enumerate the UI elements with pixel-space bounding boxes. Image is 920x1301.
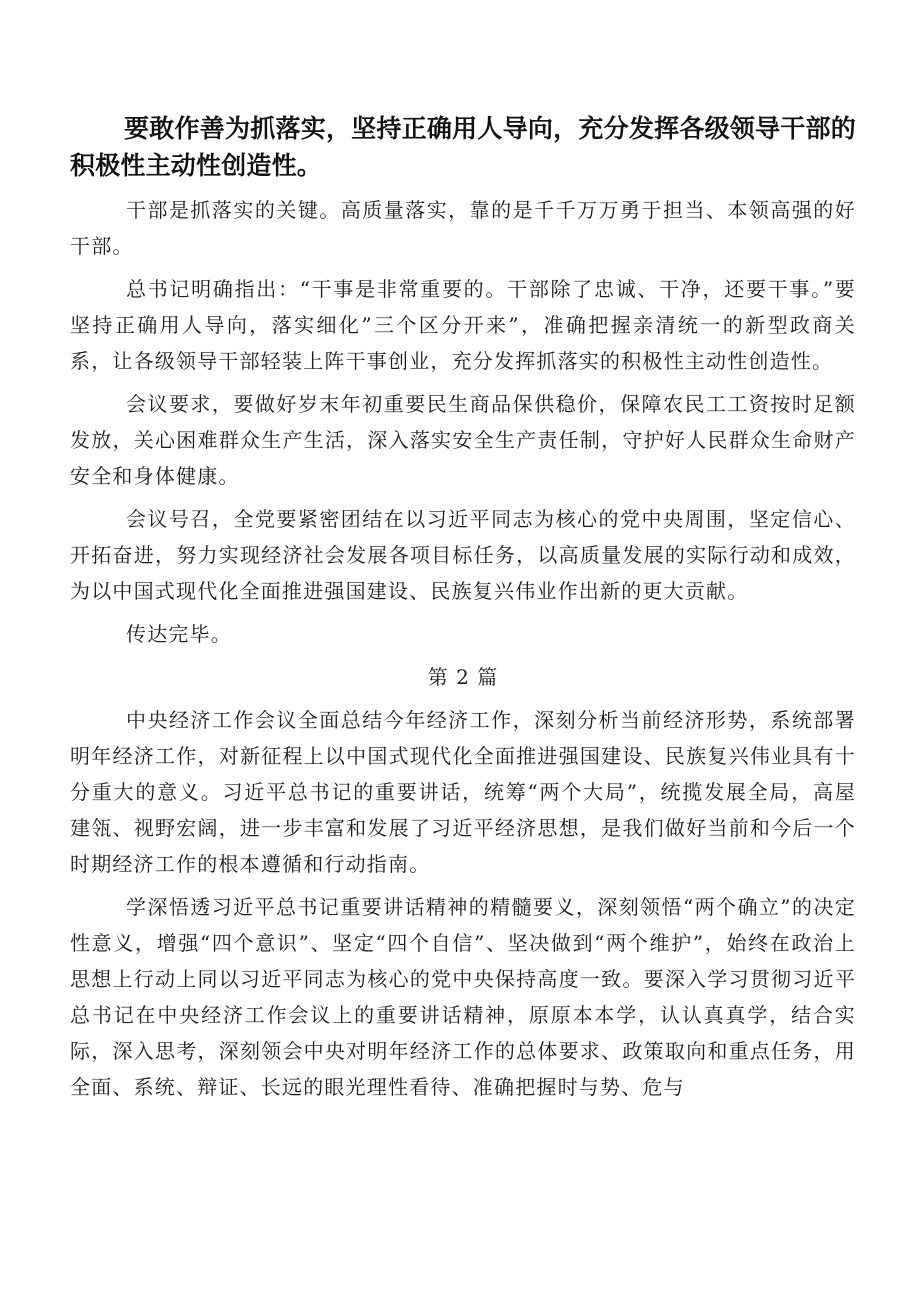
paragraph: 会议要求，要做好岁末年初重要民生商品保供稳价，保障农民工工资按时足额发放，关心困难群众生产生活，深入落实安全生产责任制，守护好人民群众生命财产安全和身体健康。 [70, 392, 856, 488]
paragraph: 传达完毕。 [126, 622, 232, 646]
section-heading: 要敢作善为抓落实，坚持正确用人导向，充分发挥各级领导干部的积极性主动性创造性。 [70, 114, 856, 180]
paragraph: 学深悟透习近平总书记重要讲话精神的精髓要义，深刻领悟“两个确立”的决定性意义，增强“四个意识”、坚定“四个自信”、坚决做到“两个维护”，始终在政治上思想上行动上同以习近平同志为核心的党中央保持高度一致。要深入学习贯彻习近平总书记在中央经济工作会议上的重要讲话精神，原原本本学，认认真真学，结合实际，深入思考，深刻领会中央对明年经济工作的总体要求、政策取向和重点任务，用全面、系统、辩证、长远的眼光理性看待、准确把握时与势、危与 [70, 895, 856, 1099]
paragraph: 总书记明确指出：“干事是非常重要的。干部除了忠诚、干净，还要干事。”要坚持正确用人导向，落实细化”三个区分开来”，准确把握亲清统一的新型政商关系，让各级领导干部轻装上阵干事创业，充分发挥抓落实的积极性主动性创造性。 [70, 277, 856, 373]
document-body [70, 110, 856, 1112]
paragraph: 会议号召，全党要紧密团结在以习近平同志为核心的党中央周围，坚定信心、开拓奋进，努力实现经济社会发展各项目标任务，以高质量发展的实际行动和成效，为以中国式现代化全面推进强国建设、民族复兴伟业作出新的更大贡献。 [70, 507, 856, 603]
paragraph: 中央经济工作会议全面总结今年经济工作，深刻分析当前经济形势，系统部署明年经济工作，对新征程上以中国式现代化全面推进强国建设、民族复兴伟业具有十分重大的意义。习近平总书记的重要讲话，统筹“两个大局”，统揽发展全局，高屋建瓴、视野宏阔，进一步丰富和发展了习近平经济思想，是我们做好当前和今后一个时期经济工作的根本遵循和行动指南。 [70, 708, 856, 876]
article-number-title: 第 2 篇 [427, 665, 499, 689]
paragraph: 干部是抓落实的关键。高质量落实，靠的是千千万万勇于担当、本领高强的好干部。 [70, 198, 856, 258]
